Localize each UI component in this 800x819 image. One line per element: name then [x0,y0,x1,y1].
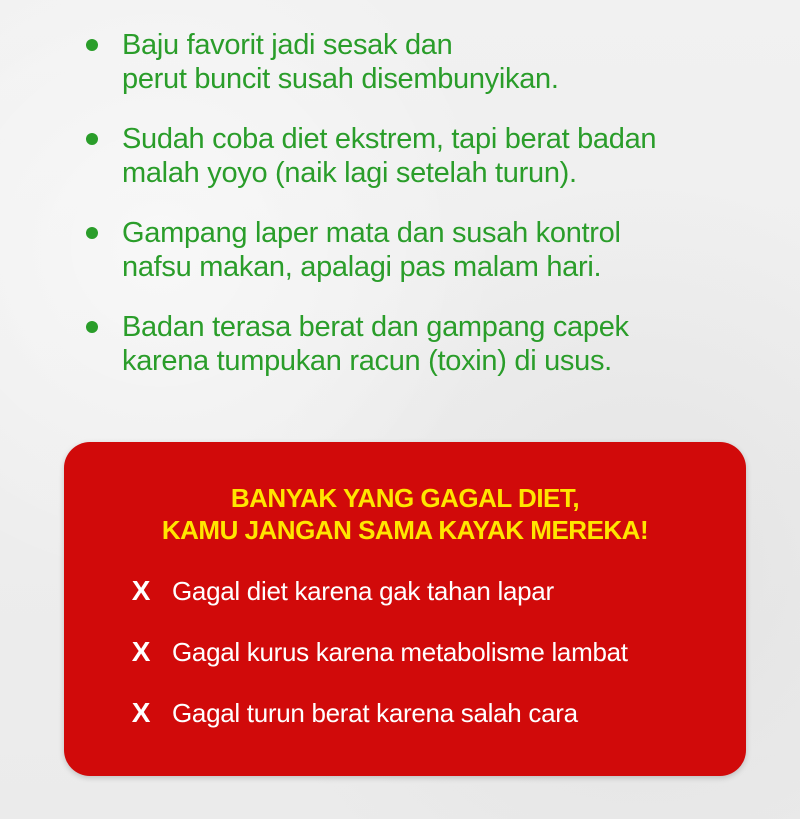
x-mark-icon: X [131,697,151,728]
warning-heading [64,482,746,546]
warning-box [64,442,746,776]
problem-list [86,28,776,404]
problem-line: perut buncit susah disembunyikan. [122,63,559,95]
fail-item [124,576,628,606]
problem-line: karena tumpukan racun (toxin) di usus. [122,345,612,377]
problem-item [86,28,776,96]
bullet-dot-icon [86,39,98,51]
fail-item [124,637,628,667]
problem-line: malah yoyo (naik lagi setelah turun). [122,157,577,189]
x-mark-icon: X [131,636,151,667]
problem-item [86,310,776,378]
fail-list [124,576,628,759]
problem-line: Gampang laper mata dan susah kontrol [122,217,621,249]
fail-item [124,698,628,728]
fail-item-label: Gagal turun berat karena salah cara [172,697,578,728]
warning-heading-line: KAMU JANGAN SAMA KAYAK MEREKA! [161,515,649,545]
problem-line: Baju favorit jadi sesak dan [122,29,453,61]
fail-item-label: Gagal diet karena gak tahan lapar [172,575,554,606]
problem-line: nafsu makan, apalagi pas malam hari. [122,251,602,283]
x-mark-icon: X [131,575,151,606]
problem-line: Sudah coba diet ekstrem, tapi berat badan [122,123,657,155]
problem-item [86,122,776,190]
bullet-dot-icon [86,227,98,239]
warning-heading-line: BANYAK YANG GAGAL DIET, [230,483,580,513]
bullet-dot-icon [86,321,98,333]
problem-item [86,216,776,284]
fail-item-label: Gagal kurus karena metabolisme lambat [172,636,628,667]
bullet-dot-icon [86,133,98,145]
problem-line: Badan terasa berat dan gampang capek [122,311,629,343]
